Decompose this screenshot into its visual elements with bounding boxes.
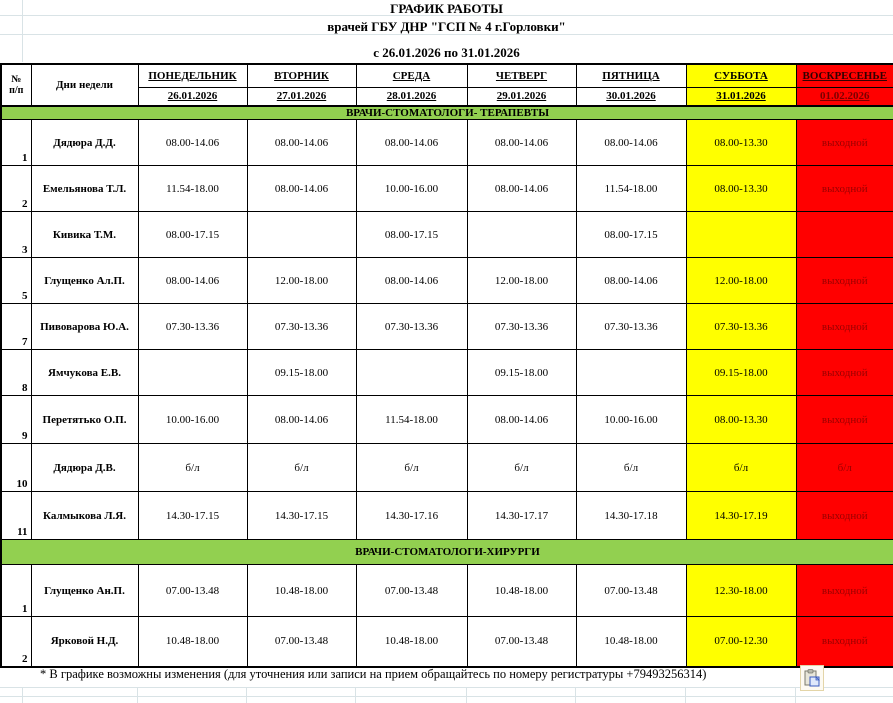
- schedule-cell[interactable]: 12.00-18.00: [247, 258, 356, 304]
- schedule-cell[interactable]: 10.48-18.00: [356, 617, 467, 667]
- schedule-cell[interactable]: 14.30-17.16: [356, 492, 467, 540]
- schedule-cell[interactable]: 07.30-13.36: [247, 304, 356, 350]
- schedule-title: ГРАФИК РАБОТЫ: [390, 1, 503, 16]
- schedule-cell[interactable]: 08.00-14.06: [138, 258, 247, 304]
- doctor-name-cell[interactable]: Калмыкова Л.Я.: [31, 492, 138, 540]
- gridline: [355, 687, 356, 703]
- doctor-name-cell[interactable]: Ярковой Н.Д.: [31, 617, 138, 667]
- schedule-cell[interactable]: 07.00-12.30: [686, 617, 796, 667]
- schedule-cell[interactable]: 07.30-13.36: [576, 304, 686, 350]
- schedule-cell[interactable]: 09.15-18.00: [686, 350, 796, 396]
- schedule-cell[interactable]: 08.00-14.06: [247, 166, 356, 212]
- schedule-cell[interactable]: выходной: [796, 617, 893, 667]
- table-row: [1, 258, 893, 304]
- schedule-cell[interactable]: [467, 212, 576, 258]
- schedule-cell[interactable]: 07.00-13.48: [247, 617, 356, 667]
- schedule-subtitle: врачей ГБУ ДНР "ГСП № 4 г.Горловки": [327, 19, 566, 34]
- schedule-cell[interactable]: 12.00-18.00: [686, 258, 796, 304]
- row-number-cell[interactable]: 3: [1, 212, 31, 258]
- schedule-cell[interactable]: б/л: [576, 444, 686, 492]
- table-row: [1, 304, 893, 350]
- schedule-cell[interactable]: 09.15-18.00: [467, 350, 576, 396]
- schedule-cell[interactable]: 08.00-14.06: [356, 120, 467, 166]
- schedule-cell[interactable]: [686, 212, 796, 258]
- schedule-cell[interactable]: [576, 350, 686, 396]
- schedule-cell[interactable]: 10.48-18.00: [138, 617, 247, 667]
- schedule-cell[interactable]: 10.48-18.00: [247, 565, 356, 617]
- schedule-cell[interactable]: 07.00-13.48: [356, 565, 467, 617]
- row-number-cell[interactable]: 1: [1, 565, 31, 617]
- doctor-name-cell[interactable]: Дядюра Д.В.: [31, 444, 138, 492]
- row-number-cell[interactable]: 7: [1, 304, 31, 350]
- doctor-name-cell[interactable]: Глущенко Ал.П.: [31, 258, 138, 304]
- gridline: [0, 696, 893, 697]
- day-header-cell[interactable]: ВОСКРЕСЕНЬЕ 01.02.2026: [796, 64, 893, 106]
- table-row: [1, 565, 893, 617]
- row-number-cell[interactable]: 9: [1, 396, 31, 444]
- schedule-cell[interactable]: 14.30-17.15: [247, 492, 356, 540]
- row-number-cell[interactable]: 2: [1, 617, 31, 667]
- row-number-cell[interactable]: 2: [1, 166, 31, 212]
- section-banner[interactable]: ВРАЧИ-СТОМАТОЛОГИ-ХИРУРГИ: [1, 540, 893, 565]
- schedule-cell[interactable]: 12.00-18.00: [467, 258, 576, 304]
- schedule-cell[interactable]: 07.00-13.48: [467, 617, 576, 667]
- schedule-cell[interactable]: 10.00-16.00: [138, 396, 247, 444]
- paste-clipboard-icon[interactable]: [800, 665, 824, 691]
- gridline: [795, 687, 796, 703]
- schedule-cell[interactable]: 08.00-13.30: [686, 120, 796, 166]
- schedule-cell[interactable]: выходной: [796, 492, 893, 540]
- day-header-cell[interactable]: ПЯТНИЦА 30.01.2026: [576, 64, 686, 106]
- schedule-cell[interactable]: 08.00-14.06: [576, 258, 686, 304]
- schedule-cell[interactable]: 07.30-13.36: [467, 304, 576, 350]
- table-row: [1, 166, 893, 212]
- schedule-cell[interactable]: 08.00-17.15: [138, 212, 247, 258]
- schedule-cell[interactable]: 12.30-18.00: [686, 565, 796, 617]
- num-header-cell[interactable]: № п/п: [1, 64, 31, 106]
- gridline: [685, 687, 686, 703]
- schedule-cell[interactable]: б/л: [467, 444, 576, 492]
- schedule-cell[interactable]: 08.00-17.15: [356, 212, 467, 258]
- row-number-cell[interactable]: 1: [1, 120, 31, 166]
- row-number-cell[interactable]: 5: [1, 258, 31, 304]
- day-header-cell[interactable]: СРЕДА 28.01.2026: [356, 64, 467, 106]
- table-row: [1, 396, 893, 444]
- schedule-cell[interactable]: 08.00-14.06: [576, 120, 686, 166]
- schedule-cell[interactable]: 08.00-14.06: [138, 120, 247, 166]
- schedule-cell[interactable]: 11.54-18.00: [576, 166, 686, 212]
- schedule-cell[interactable]: [247, 212, 356, 258]
- schedule-cell[interactable]: 07.30-13.36: [138, 304, 247, 350]
- doctor-name-cell[interactable]: Глущенко Ан.П.: [31, 565, 138, 617]
- schedule-cell[interactable]: 07.30-13.36: [356, 304, 467, 350]
- schedule-cell[interactable]: 08.00-14.06: [356, 258, 467, 304]
- doctor-name-cell[interactable]: Дядюра Д.Д.: [31, 120, 138, 166]
- table-row: [1, 492, 893, 540]
- schedule-cell[interactable]: 10.48-18.00: [467, 565, 576, 617]
- schedule-cell[interactable]: выходной: [796, 565, 893, 617]
- table-row: [1, 350, 893, 396]
- table-row: [1, 120, 893, 166]
- schedule-cell[interactable]: 09.15-18.00: [247, 350, 356, 396]
- row-number-cell[interactable]: 11: [1, 492, 31, 540]
- gridline: [575, 687, 576, 703]
- schedule-cell[interactable]: 10.48-18.00: [576, 617, 686, 667]
- schedule-cell[interactable]: выходной: [796, 304, 893, 350]
- schedule-cell[interactable]: [796, 212, 893, 258]
- schedule-cell[interactable]: 08.00-14.06: [467, 396, 576, 444]
- gridline: [137, 687, 138, 703]
- days-header-cell[interactable]: Дни недели: [31, 64, 138, 106]
- schedule-cell[interactable]: 14.30-17.15: [138, 492, 247, 540]
- table-row: [1, 212, 893, 258]
- schedule-daterange: с 26.01.2026 по 31.01.2026: [373, 45, 520, 60]
- schedule-cell[interactable]: 14.30-17.18: [576, 492, 686, 540]
- schedule-cell[interactable]: б/л: [356, 444, 467, 492]
- schedule-cell[interactable]: 08.00-13.30: [686, 396, 796, 444]
- schedule-cell[interactable]: 07.00-13.48: [576, 565, 686, 617]
- schedule-cell[interactable]: выходной: [796, 120, 893, 166]
- row-number-cell[interactable]: 8: [1, 350, 31, 396]
- table-row: [1, 617, 893, 667]
- schedule-cell[interactable]: б/л: [686, 444, 796, 492]
- schedule-cell[interactable]: 08.00-17.15: [576, 212, 686, 258]
- schedule-cell[interactable]: 08.00-14.06: [247, 120, 356, 166]
- schedule-cell[interactable]: б/л: [247, 444, 356, 492]
- schedule-cell[interactable]: выходной: [796, 166, 893, 212]
- day-header-cell[interactable]: ЧЕТВЕРГ 29.01.2026: [467, 64, 576, 106]
- schedule-cell[interactable]: [138, 350, 247, 396]
- gridline: [246, 687, 247, 703]
- schedule-cell[interactable]: б/л: [796, 444, 893, 492]
- schedule-cell[interactable]: выходной: [796, 350, 893, 396]
- schedule-cell[interactable]: 07.30-13.36: [686, 304, 796, 350]
- day-header-cell[interactable]: ПОНЕДЕЛЬНИК 26.01.2026: [138, 64, 247, 106]
- schedule-cell[interactable]: 14.30-17.17: [467, 492, 576, 540]
- schedule-table: [0, 63, 893, 668]
- gridline: [0, 687, 893, 688]
- schedule-cell[interactable]: выходной: [796, 396, 893, 444]
- schedule-cell[interactable]: 08.00-14.06: [467, 120, 576, 166]
- doctor-name-cell[interactable]: Перетятько О.П.: [31, 396, 138, 444]
- day-header-cell[interactable]: СУББОТА 31.01.2026: [686, 64, 796, 106]
- doctor-name-cell[interactable]: Пивоварова Ю.А.: [31, 304, 138, 350]
- doctor-name-cell[interactable]: Кивика Т.М.: [31, 212, 138, 258]
- schedule-cell[interactable]: выходной: [796, 258, 893, 304]
- schedule-cell[interactable]: 07.00-13.48: [138, 565, 247, 617]
- schedule-cell[interactable]: 08.00-14.06: [467, 166, 576, 212]
- gridline: [466, 687, 467, 703]
- footer-note: * В графике возможны изменения (для уточнения или записи на прием обращайтесь по номеру регистратуры +79493256314): [40, 667, 707, 681]
- doctor-name-cell[interactable]: Ямчукова Е.В.: [31, 350, 138, 396]
- schedule-cell[interactable]: 08.00-14.06: [247, 396, 356, 444]
- schedule-cell[interactable]: 10.00-16.00: [576, 396, 686, 444]
- section-banner[interactable]: ВРАЧИ-СТОМАТОЛОГИ- ТЕРАПЕВТЫ: [1, 106, 893, 120]
- schedule-cell[interactable]: 11.54-18.00: [138, 166, 247, 212]
- gridline: [22, 687, 23, 703]
- schedule-cell[interactable]: 11.54-18.00: [356, 396, 467, 444]
- schedule-cell[interactable]: [356, 350, 467, 396]
- row-number-cell[interactable]: 10: [1, 444, 31, 492]
- doctor-name-cell[interactable]: Емельянова Т.Л.: [31, 166, 138, 212]
- day-header-cell[interactable]: ВТОРНИК 27.01.2026: [247, 64, 356, 106]
- table-row: [1, 444, 893, 492]
- schedule-cell[interactable]: б/л: [138, 444, 247, 492]
- schedule-cell[interactable]: 08.00-13.30: [686, 166, 796, 212]
- schedule-cell[interactable]: 10.00-16.00: [356, 166, 467, 212]
- schedule-cell[interactable]: 14.30-17.19: [686, 492, 796, 540]
